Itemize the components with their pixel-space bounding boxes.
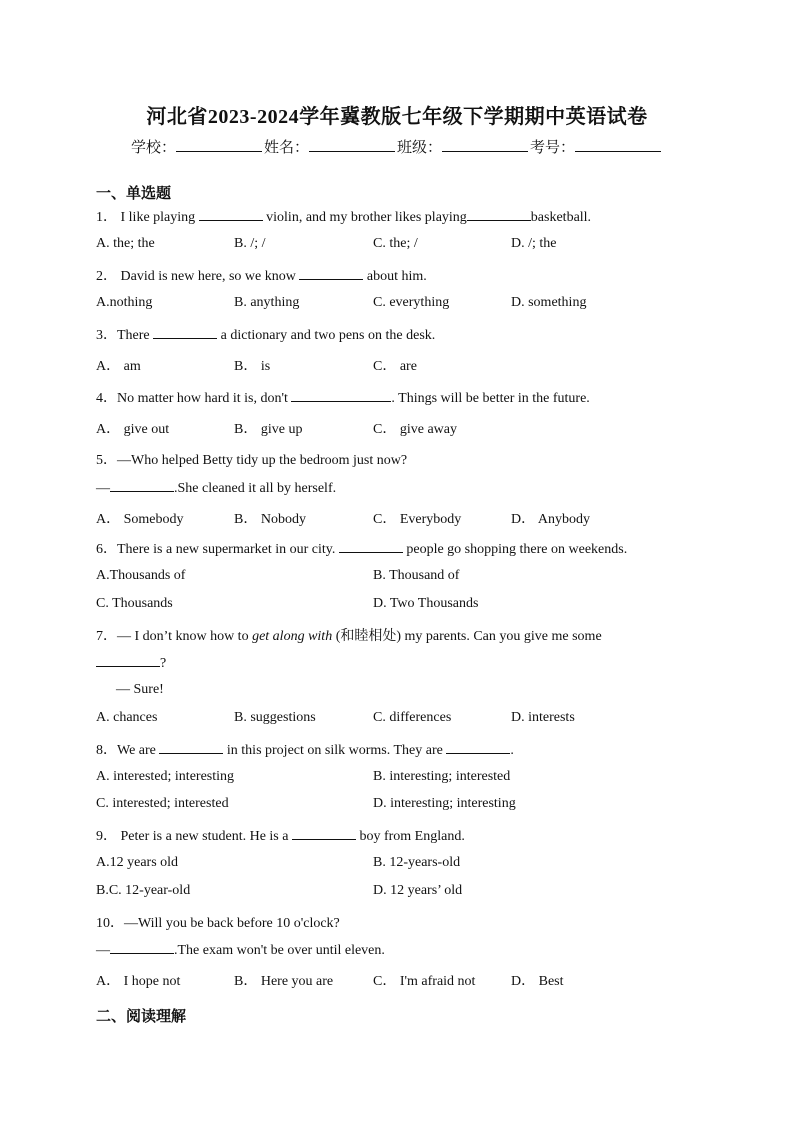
option-c[interactable]: C． I'm afraid not (373, 974, 476, 989)
question-4: 4．No matter how hard it is, don't . Things will be better in the future. (96, 391, 590, 406)
question-2: 2． David is new here, so we know about him. (96, 269, 427, 284)
option-b[interactable]: B． give up (234, 422, 303, 437)
option-a[interactable]: A． I hope not (96, 974, 181, 989)
student-info-line (0, 136, 794, 157)
number-label: 考号： (530, 140, 576, 156)
option-c[interactable]: C. differences (373, 710, 452, 725)
option-b[interactable]: B． Here you are (234, 974, 334, 989)
option-b[interactable]: B. 12-years-old (373, 855, 461, 870)
option-d[interactable]: D. something (511, 295, 587, 310)
answer-blank[interactable] (96, 654, 160, 667)
answer-blank[interactable] (110, 941, 174, 954)
class-label: 班级： (397, 140, 443, 156)
question-3: 3．There a dictionary and two pens on the desk. (96, 328, 436, 343)
question-7: 7．— I don’t know how to get along with (和睦相处) my parents. Can you give me some (96, 629, 602, 644)
option-d[interactable]: D. interests (511, 710, 575, 725)
option-a[interactable]: A. chances (96, 710, 158, 725)
section-heading-single-choice: 一、单选题 (96, 184, 172, 202)
option-a[interactable]: A.Thousands of (96, 568, 186, 583)
question-6: 6．There is a new supermarket in our city. people go shopping there on weekends. (96, 542, 628, 557)
question-9: 9． Peter is a new student. He is a boy from England. (96, 829, 465, 844)
answer-blank[interactable] (153, 326, 217, 339)
option-d[interactable]: D． Best (511, 974, 564, 989)
option-c[interactable]: C． are (373, 359, 417, 374)
option-b[interactable]: B. Thousand of (373, 568, 460, 583)
option-b[interactable]: B. suggestions (234, 710, 316, 725)
question-5: 5．—Who helped Betty tidy up the bedroom just now? (96, 453, 408, 468)
option-d[interactable]: D. Two Thousands (373, 596, 479, 611)
option-b[interactable]: B. anything (234, 295, 300, 310)
question-7-reply: — Sure! (116, 682, 164, 697)
answer-blank[interactable] (159, 741, 223, 754)
option-a[interactable]: A． Somebody (96, 512, 184, 527)
option-c[interactable]: C. Thousands (96, 596, 173, 611)
class-blank[interactable] (442, 137, 528, 152)
option-a[interactable]: A． am (96, 359, 141, 374)
school-label: 学校： (130, 140, 176, 156)
option-b[interactable]: B. interesting; interested (373, 769, 511, 784)
name-blank[interactable] (309, 137, 395, 152)
answer-blank[interactable] (446, 741, 510, 754)
question-8: 8．We are in this project on silk worms. They are . (96, 743, 514, 758)
answer-blank[interactable] (292, 827, 356, 840)
answer-blank[interactable] (110, 479, 174, 492)
page-title: 河北省2023-2024学年冀教版七年级下学期期中英语试卷 (146, 106, 648, 128)
question-10-reply: — .The exam won't be over until eleven. (96, 943, 385, 958)
answer-blank[interactable] (339, 540, 403, 553)
answer-blank[interactable] (199, 208, 263, 221)
answer-blank[interactable] (291, 389, 391, 402)
option-d[interactable]: D. interesting; interesting (373, 796, 516, 811)
question-10: 10．—Will you be back before 10 o'clock? (96, 916, 340, 931)
option-a[interactable]: A． give out (96, 422, 170, 437)
option-c[interactable]: B.C. 12-year-old (96, 883, 191, 898)
question-5-reply: — .She cleaned it all by herself. (96, 481, 337, 496)
answer-blank[interactable] (299, 267, 363, 280)
name-label: 姓名： (263, 140, 309, 156)
section-heading-reading: 二、阅读理解 (96, 1007, 187, 1025)
option-d[interactable]: D. 12 years’ old (373, 883, 463, 898)
option-a[interactable]: A.nothing (96, 295, 153, 310)
option-b[interactable]: B. /; / (234, 236, 266, 251)
option-c[interactable]: C. interested; interested (96, 796, 229, 811)
option-a[interactable]: A. interested; interesting (96, 769, 235, 784)
option-b[interactable]: B． is (234, 359, 271, 374)
option-c[interactable]: C. everything (373, 295, 450, 310)
option-c[interactable]: C. the; / (373, 236, 418, 251)
option-d[interactable]: D. /; the (511, 236, 557, 251)
question-7-continuation: ? (96, 654, 166, 672)
number-blank[interactable] (575, 137, 661, 152)
option-b[interactable]: B． Nobody (234, 512, 306, 527)
option-c[interactable]: C． give away (373, 422, 457, 437)
option-c[interactable]: C． Everybody (373, 512, 462, 527)
school-blank[interactable] (176, 137, 262, 152)
question-1: 1． I like playing violin, and my brother likes playing basketball. (96, 210, 592, 225)
option-a[interactable]: A.12 years old (96, 855, 179, 870)
answer-blank[interactable] (467, 208, 531, 221)
option-d[interactable]: D． Anybody (511, 512, 590, 527)
option-a[interactable]: A. the; the (96, 236, 155, 251)
